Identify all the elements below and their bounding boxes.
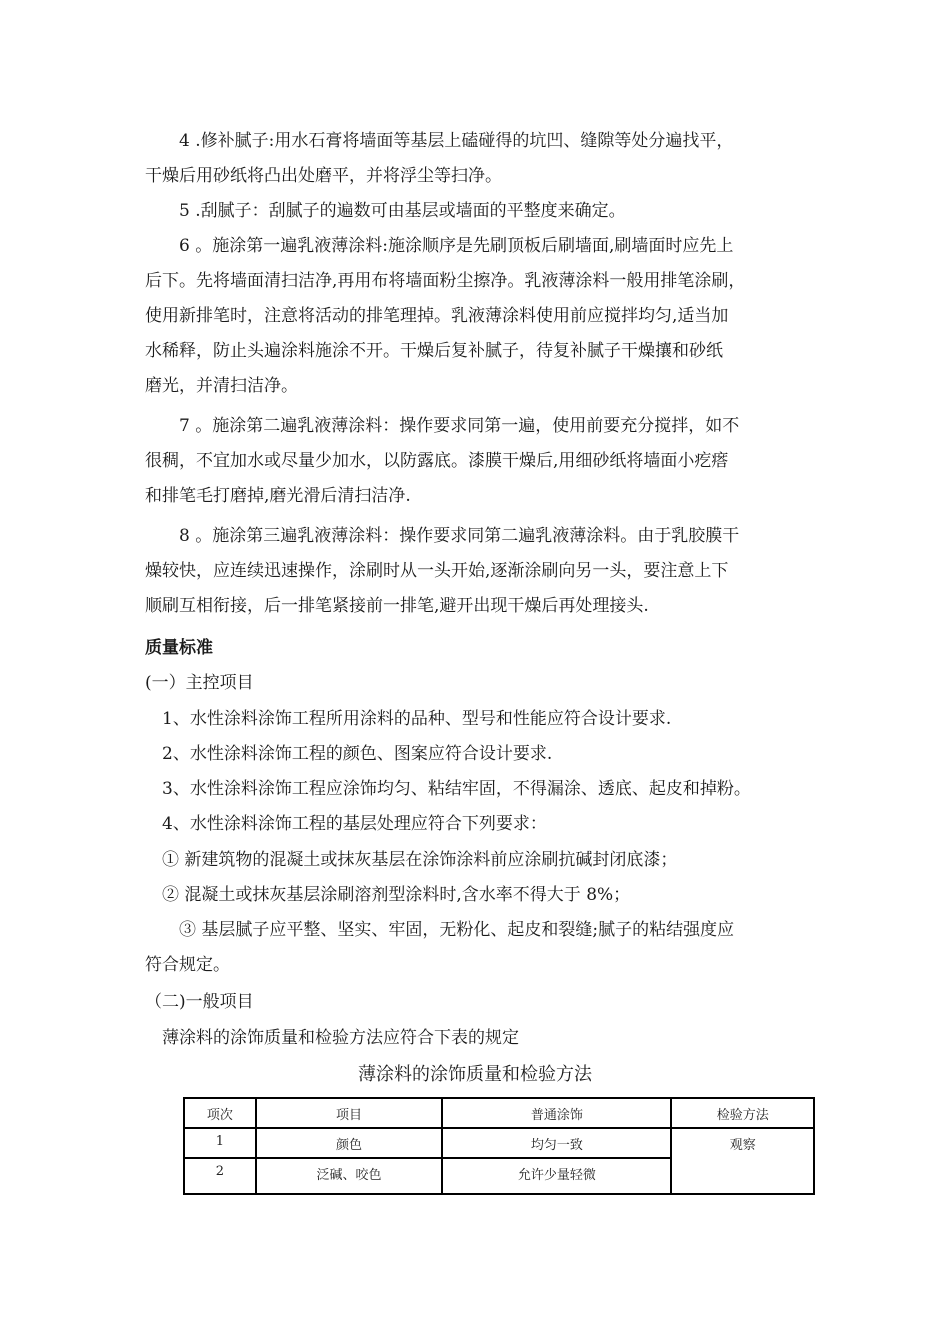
paragraph-step-6 <box>145 229 825 404</box>
quality-table <box>183 1097 815 1195</box>
table-cell: 2 <box>184 1158 256 1194</box>
list-item: 4、水性涂料涂饰工程的基层处理应符合下列要求： <box>145 814 547 834</box>
text-line: 燥较快，应连续迅速操作，涂刷时从一头开始,逐渐涂刷向另一头，要注意上下 <box>145 561 729 581</box>
text-line: 8 。施涂第三遍乳液薄涂料：操作要求同第二遍乳液薄涂料。由于乳胶膜干 <box>145 526 740 546</box>
section-heading: 质量标准 <box>145 638 213 658</box>
list-item: 符合规定。 <box>145 955 230 975</box>
table-cell-method: 观察 <box>671 1128 814 1194</box>
table-title: 薄涂料的涂饰质量和检验方法 <box>358 1064 592 1085</box>
paragraph-step-5 <box>145 194 825 229</box>
table-cell: 颜色 <box>256 1128 442 1158</box>
table-cell: 允许少量轻微 <box>442 1158 671 1194</box>
list-item: ① 新建筑物的混凝土或抹灰基层在涂饰涂料前应涂刷抗碱封闭底漆； <box>145 850 678 870</box>
table-cell: 均匀一致 <box>442 1128 671 1158</box>
table-header-cell: 项目 <box>256 1098 442 1128</box>
table-row <box>184 1128 814 1158</box>
general-items-text: 薄涂料的涂饰质量和检验方法应符合下表的规定 <box>145 1028 519 1048</box>
text-line: 6 。施涂第一遍乳液薄涂料:施涂顺序是先刷顶板后刷墙面,刷墙面时应先上 <box>145 236 734 256</box>
text-line: 顺刷互相衔接，后一排笔紧接前一排笔,避开出现干燥后再处理接头. <box>145 596 649 616</box>
table-header-row <box>184 1098 814 1128</box>
text-line: 和排笔毛打磨掉,磨光滑后清扫洁净. <box>145 486 411 506</box>
text-line: 使用新排笔时，注意将活动的排笔理掉。乳液薄涂料使用前应搅拌均匀,适当加 <box>145 306 729 326</box>
text-line: 水稀释，防止头遍涂料施涂不开。干燥后复补腻子，待复补腻子干燥攘和砂纸 <box>145 341 723 361</box>
main-items-list <box>145 702 825 842</box>
table-cell: 泛碱、咬色 <box>256 1158 442 1194</box>
text-line: 后下。先将墙面清扫洁净,再用布将墙面粉尘擦净。乳液薄涂料一般用排笔涂刷， <box>145 271 746 291</box>
table-header-cell: 项次 <box>184 1098 256 1128</box>
table-cell: 1 <box>184 1128 256 1158</box>
main-items-heading: (一）主控项目 <box>145 673 254 693</box>
text-line: 很稠，不宜加水或尽量少加水，以防露底。漆膜干燥后,用细砂纸将墙面小疙瘩 <box>145 451 729 471</box>
paragraph-step-8 <box>145 519 825 624</box>
text-line: 7 。施涂第二遍乳液薄涂料：操作要求同第一遍，使用前要充分搅拌，如不 <box>145 416 740 436</box>
table-header-cell: 检验方法 <box>671 1098 814 1128</box>
sub-items-list <box>145 843 825 983</box>
paragraph-step-4 <box>145 124 825 194</box>
text-line: 干燥后用砂纸将凸出处磨平，并将浮尘等扫净。 <box>145 166 502 186</box>
list-item: ② 混凝土或抹灰基层涂刷溶剂型涂料时,含水率不得大于 8%； <box>145 885 631 905</box>
list-item: ③ 基层腻子应平整、坚实、牢固，无粉化、起皮和裂缝;腻子的粘结强度应 <box>145 920 735 940</box>
list-item: 2、水性涂料涂饰工程的颜色、图案应符合设计要求. <box>145 744 553 764</box>
text-line: 4 .修补腻子:用水石膏将墙面等基层上磕碰得的坑凹、缝隙等处分遍找平， <box>145 131 734 151</box>
table-header-cell: 普通涂饰 <box>442 1098 671 1128</box>
general-items-heading: （二)一般项目 <box>145 992 254 1012</box>
list-item: 1、水性涂料涂饰工程所用涂料的品种、型号和性能应符合设计要求. <box>145 709 672 729</box>
paragraph-step-7 <box>145 409 825 514</box>
list-item: 3、水性涂料涂饰工程应涂饰均匀、粘结牢固，不得漏涂、透底、起皮和掉粉。 <box>145 779 751 799</box>
text-line: 5 .刮腻子：刮腻子的遍数可由基层或墙面的平整度来确定。 <box>145 201 626 221</box>
text-line: 磨光，并清扫洁净。 <box>145 376 298 396</box>
